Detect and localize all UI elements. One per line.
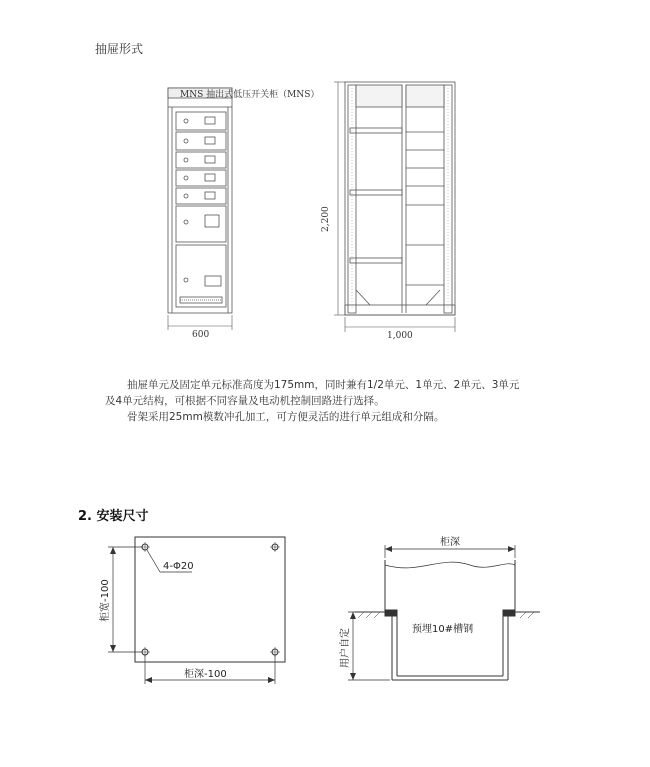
cabinet-header-text: MNS 抽出式低压开关柜（MNS） [180,90,320,100]
cabinet-side-frame [345,82,455,315]
width-dimension [168,315,232,330]
user-defined-depth-label: 用户自定 [340,628,351,668]
channel-steel-label: 预埋10#槽钢 [412,624,474,635]
paragraph-line-3: 骨架采用25mm模数冲孔加工，可方便灵活的进行单元组成和分隔。 [127,411,445,423]
mounting-width-label: 柜宽-100 [100,579,111,622]
description-paragraph [105,377,575,425]
height-label: 2,200 [321,206,331,232]
mounting-plan [108,537,285,684]
paragraph-line-2: 及4单元结构，可根据不同容量及电动机控制回路进行选择。 [105,395,385,407]
cabinet-depth-label: 柜深 [440,537,460,548]
cabinet-front-view [168,88,232,313]
page-section-title: 抽屉形式 [95,42,144,56]
depth-label: 1,000 [387,331,413,341]
foundation-section [348,545,540,680]
cabinet-elevation-drawing [0,0,650,360]
paragraph-line-1: 抽屉单元及固定单元标准高度为175mm，同时兼有1/2单元、1单元、2单元、3单元 [127,379,520,391]
height-dimension [334,82,346,315]
depth-dimension [345,317,455,332]
section-2-title: 2. 安装尺寸 [78,509,149,524]
hole-spec-label: 4-Φ20 [163,561,194,572]
frame-perforation [352,88,448,310]
mounting-depth-label: 柜深-100 [184,669,227,680]
width-label: 600 [192,330,210,340]
